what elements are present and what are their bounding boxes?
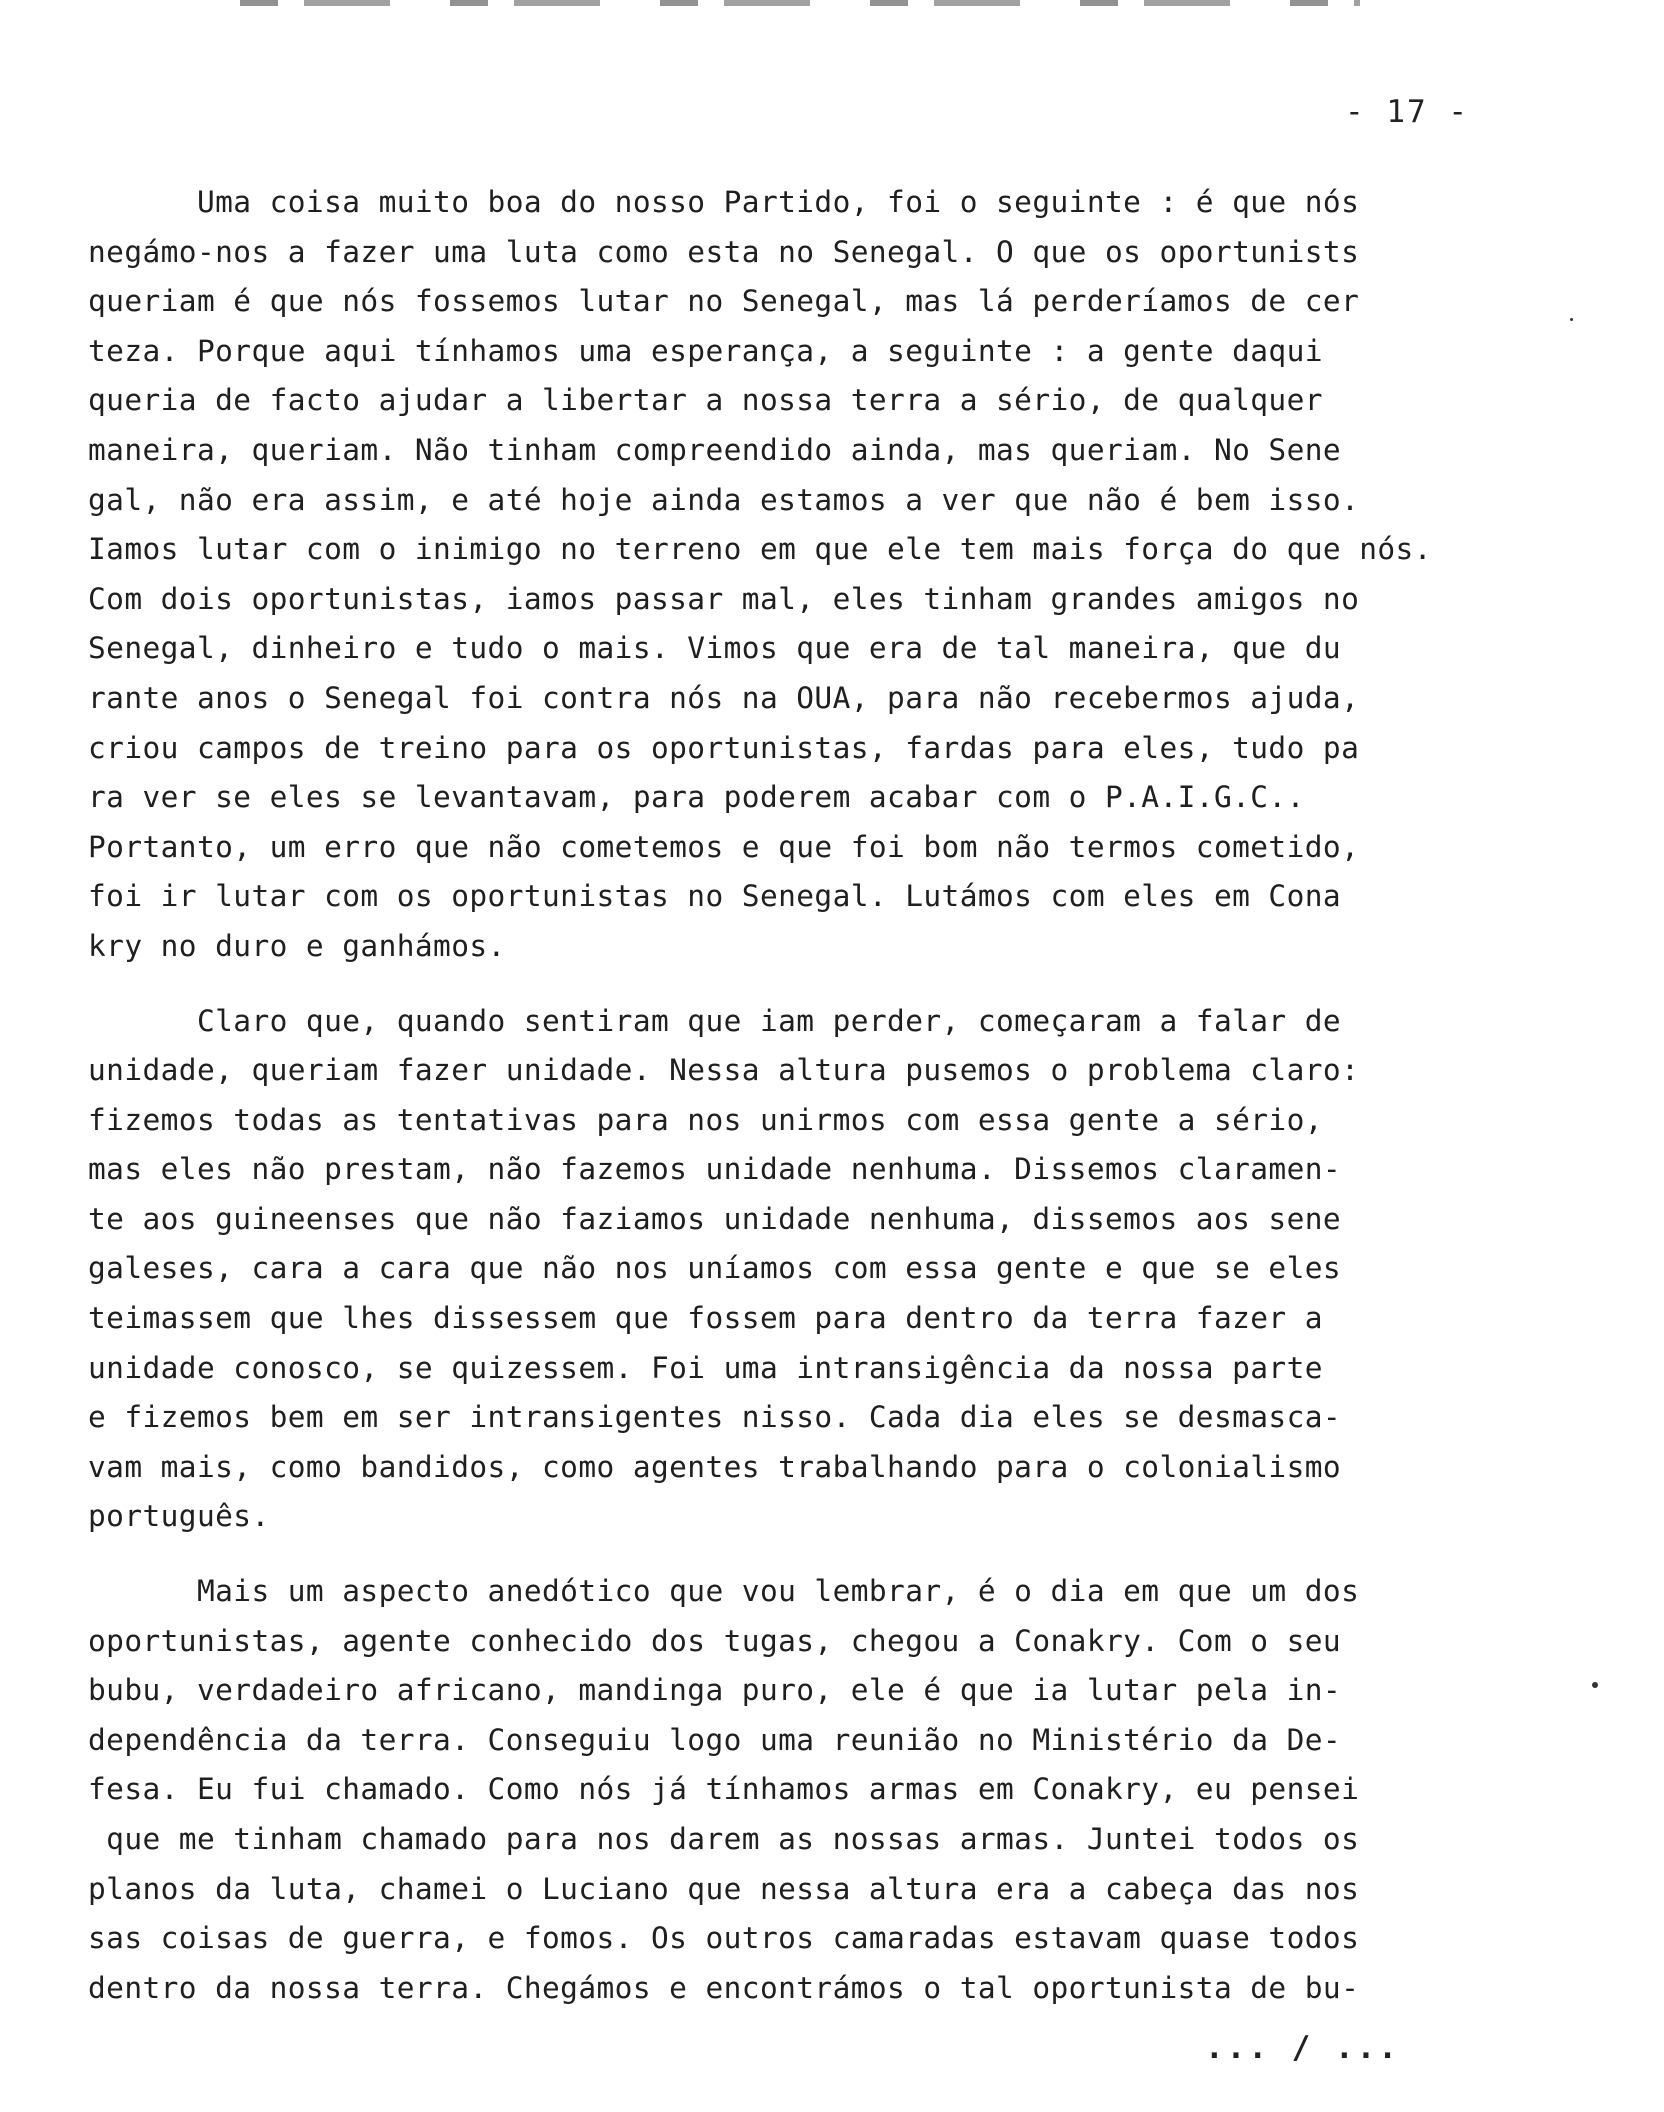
text-line: português. <box>88 1499 270 1534</box>
text-line: Com dois oportunistas, iamos passar mal, eles tinham grandes amigos no <box>88 581 1360 616</box>
paragraph <box>88 997 1558 1543</box>
text-line: rante anos o Senegal foi contra nós na OUA, para não recebermos ajuda, <box>88 680 1360 715</box>
text-line: e fizemos bem em ser intransigentes nisso. Cada dia eles se desmasca- <box>88 1400 1342 1435</box>
text-line: fizemos todas as tentativas para nos unirmos com essa gente a sério, <box>88 1102 1323 1137</box>
body-text <box>88 178 1558 2038</box>
text-line: vam mais, como bandidos, como agentes trabalhando para o colonialismo <box>88 1449 1342 1484</box>
continuation-marker: ... / ... <box>1205 2030 1400 2066</box>
text-line: sas coisas de guerra, e fomos. Os outros camaradas estavam quase todos <box>88 1921 1360 1956</box>
text-line: queriam é que nós fossemos lutar no Senegal, mas lá perderíamos de cer <box>88 284 1360 319</box>
text-line: ra ver se eles se levantavam, para poderem acabar com o P.A.I.G.C.. <box>88 780 1305 815</box>
text-line: Iamos lutar com o inimigo no terreno em que ele tem mais força do que nós. <box>88 532 1432 567</box>
page-number: - 17 - <box>1345 94 1469 130</box>
text-line: kry no duro e ganhámos. <box>88 928 506 963</box>
text-line: foi ir lutar com os oportunistas no Senegal. Lutámos com eles em Cona <box>88 879 1342 914</box>
text-line: Claro que, quando sentiram que iam perder, começaram a falar de <box>88 1003 1342 1038</box>
text-line: te aos guineenses que não faziamos unidade nenhuma, dissemos aos sene <box>88 1201 1342 1236</box>
text-line: dentro da nossa terra. Chegámos e encontrámos o tal oportunista de bu- <box>88 1970 1360 2005</box>
scan-top-edge <box>240 0 1360 6</box>
text-line: teimassem que lhes dissessem que fossem para dentro da terra fazer a <box>88 1301 1323 1336</box>
text-line: teza. Porque aqui tínhamos uma esperança, a seguinte : a gente daqui <box>88 333 1323 368</box>
text-line: Mais um aspecto anedótico que vou lembrar, é o dia em que um dos <box>88 1574 1360 1609</box>
text-line: que me tinham chamado para nos darem as nossas armas. Juntei todos os <box>88 1822 1360 1856</box>
scan-speck <box>1570 318 1573 321</box>
paragraph <box>88 1567 1558 2013</box>
text-line: fesa. Eu fui chamado. Como nós já tínhamos armas em Conakry, eu pensei <box>88 1772 1360 1807</box>
text-line: bubu, verdadeiro africano, mandinga puro, ele é que ia lutar pela in- <box>88 1673 1342 1708</box>
text-line: Senegal, dinheiro e tudo o mais. Vimos que era de tal maneira, que du <box>88 631 1342 666</box>
text-line: gal, não era assim, e até hoje ainda estamos a ver que não é bem isso. <box>88 482 1360 517</box>
text-line: queria de facto ajudar a libertar a nossa terra a sério, de qualquer <box>88 383 1323 418</box>
text-line: galeses, cara a cara que não nos uníamos com essa gente e que se eles <box>88 1251 1342 1286</box>
text-line: planos da luta, chamei o Luciano que nessa altura era a cabeça das nos <box>88 1871 1360 1906</box>
text-line: Portanto, um erro que não cometemos e que foi bom não termos cometido, <box>88 829 1360 864</box>
scan-speck <box>1592 1682 1598 1688</box>
text-line: Uma coisa muito boa do nosso Partido, foi o seguinte : é que nós <box>88 185 1360 219</box>
text-line: mas eles não prestam, não fazemos unidade nenhuma. Dissemos claramen- <box>88 1152 1342 1187</box>
text-line: oportunistas, agente conhecido dos tugas, chegou a Conakry. Com o seu <box>88 1623 1342 1658</box>
paragraph <box>88 178 1558 972</box>
text-line: dependência da terra. Conseguiu logo uma reunião no Ministério da De- <box>88 1722 1342 1757</box>
text-line: unidade conosco, se quizessem. Foi uma intransigência da nossa parte <box>88 1350 1323 1385</box>
text-line: criou campos de treino para os oportunistas, fardas para eles, tudo pa <box>88 730 1360 765</box>
text-line: unidade, queriam fazer unidade. Nessa altura pusemos o problema claro: <box>88 1053 1360 1088</box>
text-line: negámo-nos a fazer uma luta como esta no Senegal. O que os oportunists <box>88 234 1360 269</box>
text-line: maneira, queriam. Não tinham compreendido ainda, mas queriam. No Sene <box>88 432 1342 467</box>
